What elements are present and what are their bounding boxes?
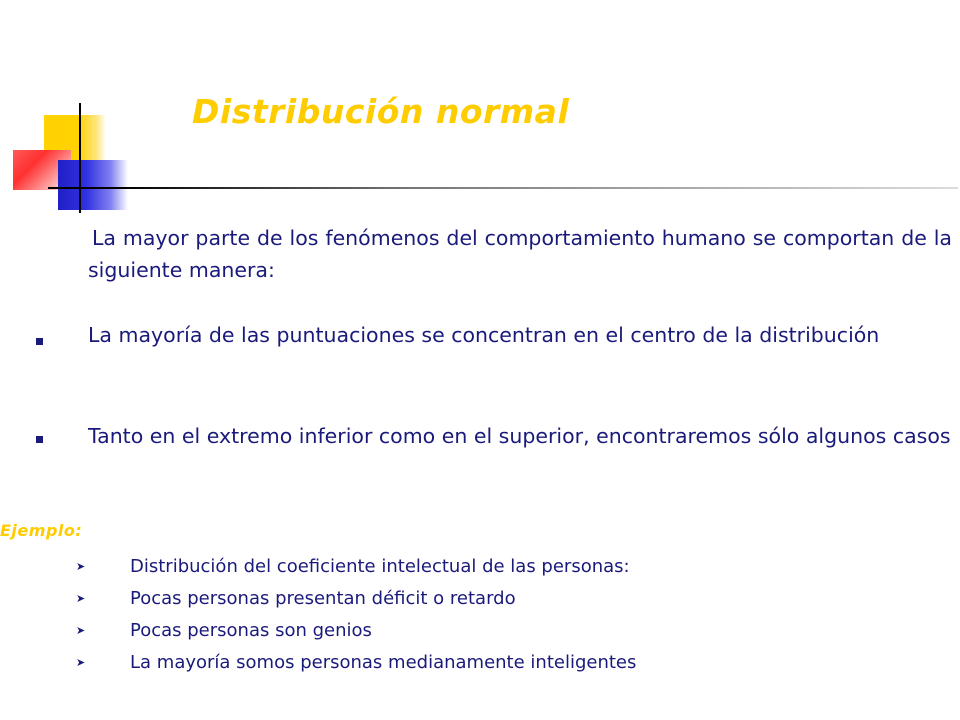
- arrow-bullet-icon: ➤: [76, 656, 86, 669]
- arrow-bullet-icon: ➤: [76, 624, 86, 637]
- slide-title: Distribución normal: [192, 92, 570, 131]
- bullet-text: La mayoría de las puntuaciones se concentran en el centro de la distribución: [88, 323, 880, 347]
- example-item: [0, 553, 960, 581]
- title-underline: [48, 187, 958, 189]
- arrow-bullet-icon: ➤: [76, 560, 86, 573]
- example-item-text: Distribución del coeficiente intelectual de las personas:: [130, 556, 630, 577]
- example-item-text: Pocas personas son genios: [130, 620, 372, 641]
- bullet-text: Tanto en el extremo inferior como en el superior, encontraremos sólo algunos casos: [88, 424, 951, 448]
- logo-blue-square: [58, 160, 128, 210]
- square-bullet-icon: [36, 338, 43, 345]
- example-item: [0, 585, 960, 613]
- arrow-bullet-icon: ➤: [76, 592, 86, 605]
- logo-vertical-line: [79, 103, 81, 213]
- example-item: [0, 649, 960, 677]
- square-bullet-icon: [36, 436, 43, 443]
- example-item-text: Pocas personas presentan déficit o retardo: [130, 588, 516, 609]
- example-item: [0, 617, 960, 645]
- intro-paragraph: La mayor parte de los fenómenos del comportamiento humano se comportan de la siguiente manera:: [88, 226, 952, 282]
- example-item-text: La mayoría somos personas medianamente inteligentes: [130, 652, 637, 673]
- example-label: Ejemplo:: [0, 521, 83, 540]
